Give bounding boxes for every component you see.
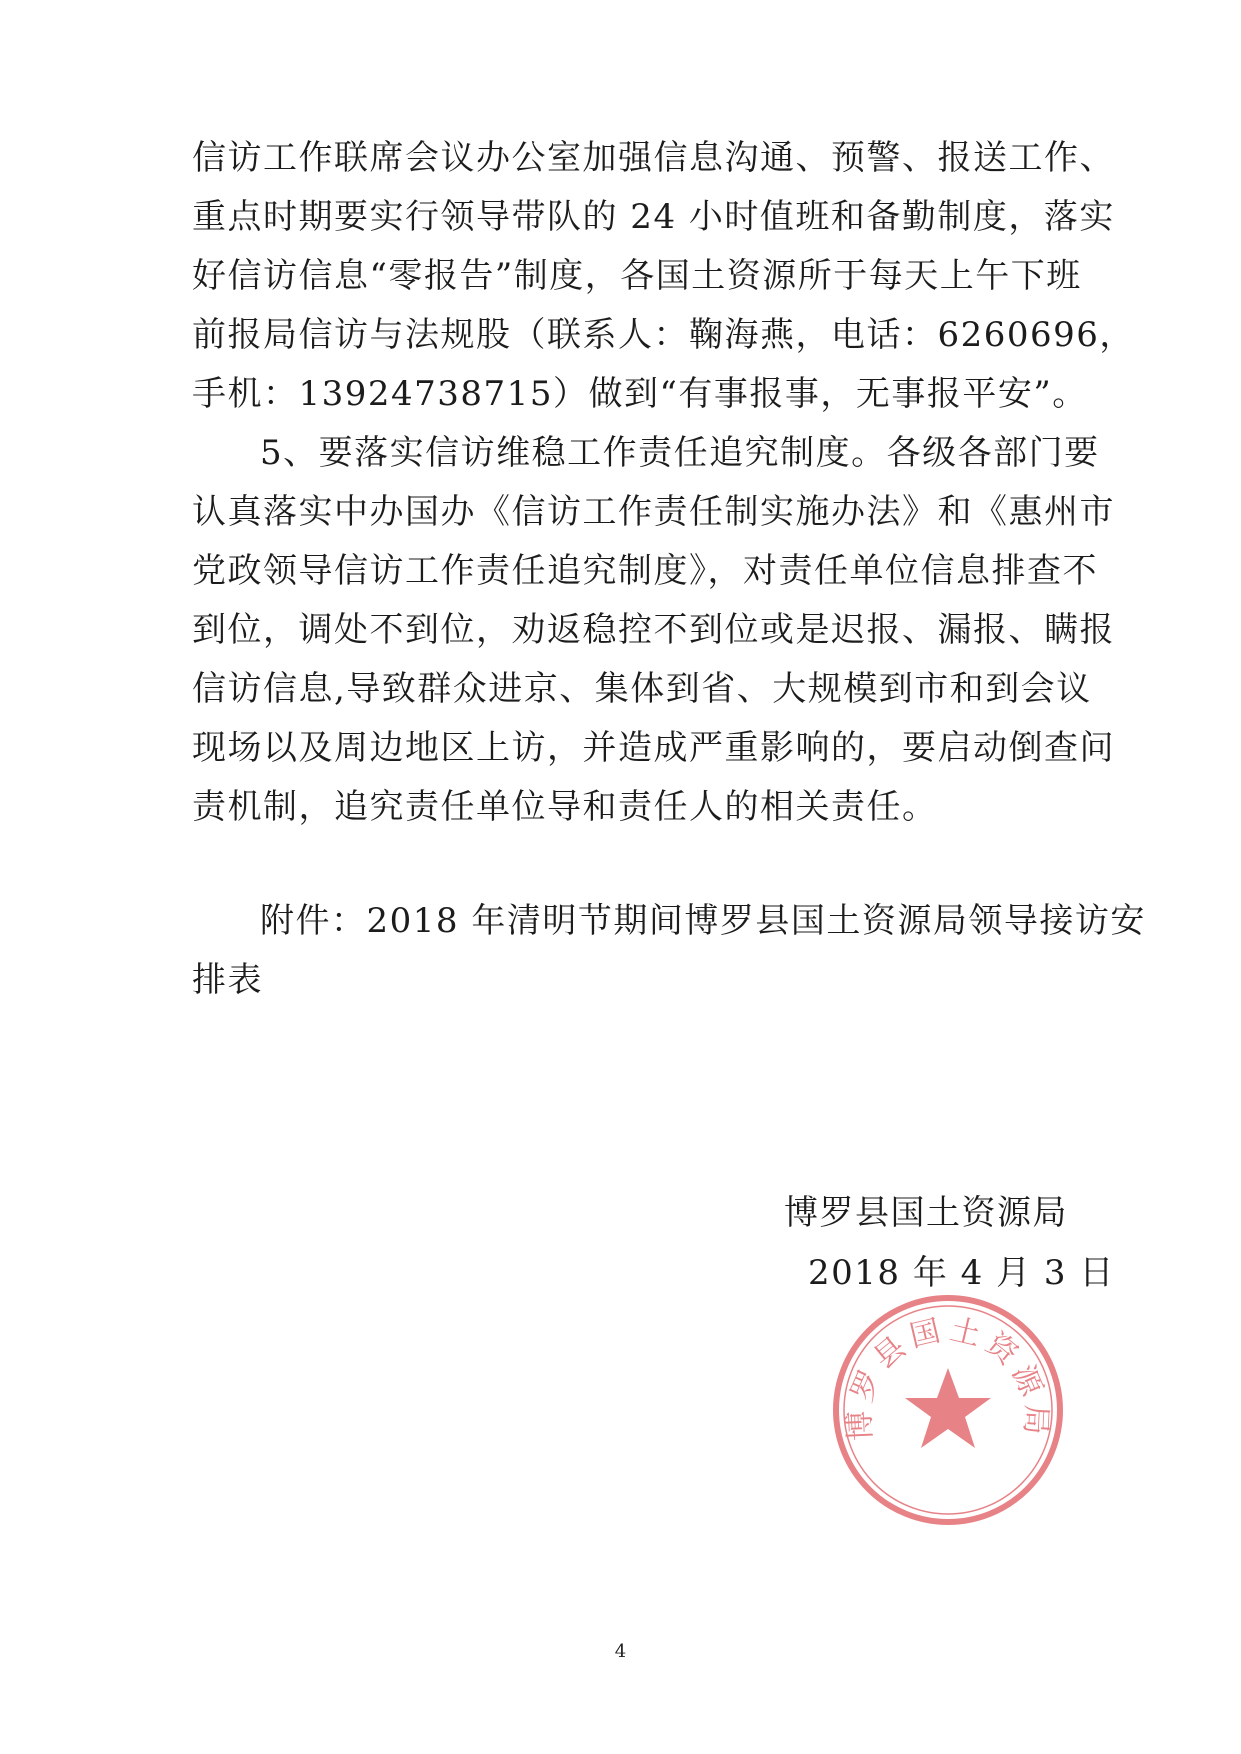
item-5-line-5: 信访信息,导致群众进京、集体到省、大规模到市和到会议 [192,669,1092,709]
item-5-line-2: 认真落实中办国办《信访工作责任制实施办法》和《惠州市 [192,492,1115,532]
page-number: 4 [614,1641,627,1662]
body-line-5: 手机：13924738715）做到“有事报事，无事报平安”。 [192,374,1088,414]
attachment-line-2: 排表 [192,960,263,1000]
official-seal-icon [828,1290,1068,1530]
body-line-4: 前报局信访与法规股（联系人：鞠海燕，电话：6260696， [192,315,1135,355]
item-5-line-6: 现场以及周边地区上访，并造成严重影响的，要启动倒查问 [192,728,1115,768]
body-line-1: 信访工作联席会议办公室加强信息沟通、预警、报送工作、 [192,138,1115,178]
item-5-line-4: 到位，调处不到位，劝返稳控不到位或是迟报、漏报、瞒报 [192,610,1115,650]
item-5-line-7: 责机制，追究责任单位导和责任人的相关责任。 [192,787,938,827]
item-5-line-1: 5、要落实信访维稳工作责任追究制度。各级各部门要 [260,433,1100,473]
item-5-line-3: 党政领导信访工作责任追究制度》，对责任单位信息排查不 [192,551,1098,591]
attachment-line-1: 附件：2018 年清明节期间博罗县国土资源局领导接访安 [260,901,1146,941]
body-line-3: 好信访信息“零报告”制度，各国土资源所于每天上午下班 [192,256,1082,296]
signature-date: 2018 年 4 月 3 日 [808,1253,1115,1293]
seal-text: 博罗县国土资源局 [842,1312,1054,1442]
body-line-2: 重点时期要实行领导带队的 24 小时值班和备勤制度，落实 [192,197,1115,237]
signature-org: 博罗县国土资源局 [784,1193,1068,1233]
